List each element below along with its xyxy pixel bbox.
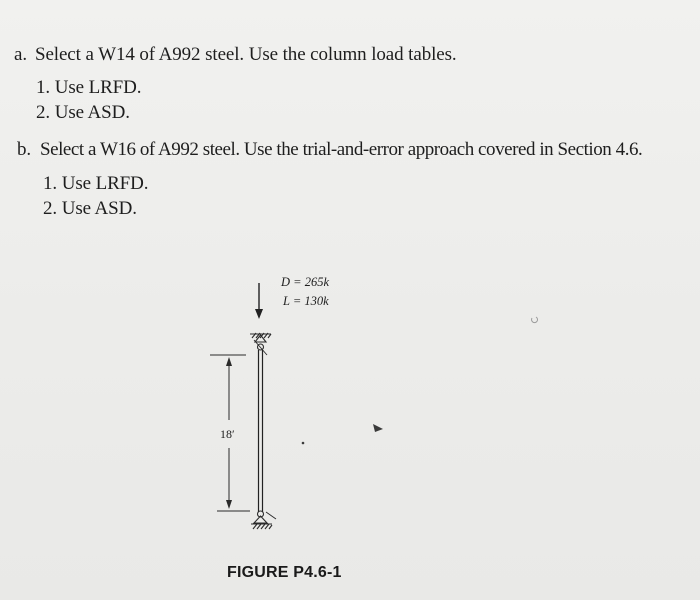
part-b-item-2: 2. Use ASD. [43, 198, 137, 219]
part-b-text: Select a W16 of A992 steel. Use the trial-and-error approach covered in Section 4.6. [40, 139, 643, 160]
bottom-pin-support [251, 511, 276, 529]
part-b-item-1: 1. Use LRFD. [43, 173, 149, 194]
column-member [259, 350, 263, 512]
stray-smudge [532, 317, 538, 323]
figure-caption: FIGURE P4.6-1 [227, 564, 342, 581]
length-label: 18′ [220, 427, 235, 441]
part-a-item-2: 2. Use ASD. [36, 102, 130, 123]
live-load-label: L = 130k [283, 294, 329, 308]
part-a-label: a. [14, 44, 27, 65]
part-a-text: Select a W14 of A992 steel. Use the column load tables. [35, 44, 457, 65]
part-a-item-1: 1. Use LRFD. [36, 77, 142, 98]
top-pin-support [250, 333, 271, 355]
stray-cursor-mark [373, 424, 383, 432]
stray-dot [302, 442, 305, 445]
part-b-label: b. [17, 139, 32, 160]
load-arrow [255, 283, 263, 319]
dead-load-label: D = 265k [281, 275, 330, 289]
